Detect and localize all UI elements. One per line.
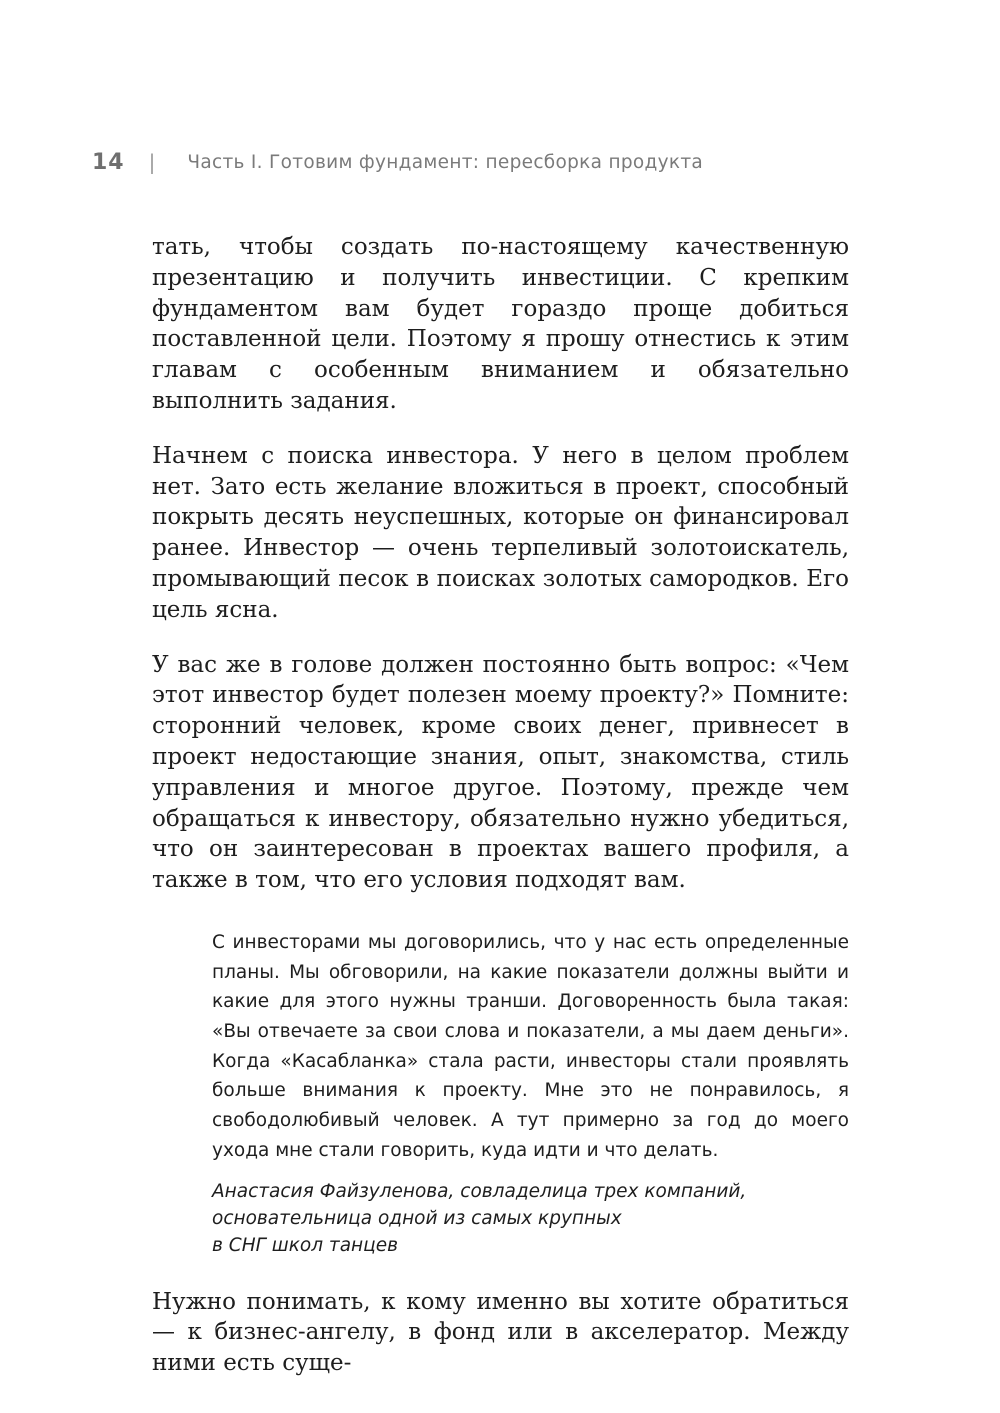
quote-author-line-2: основательница одной из самых крупных — [212, 1207, 622, 1229]
page-number: 14 — [92, 149, 125, 175]
header-separator: | — [148, 150, 156, 174]
quote-author-line-1: Анастасия Файзуленова, совладелица трех компаний, — [212, 1180, 747, 1202]
running-header — [92, 146, 703, 178]
paragraph-1: тать, чтобы создать по-настоящему качественную презентацию и получить инвестиции. С крепким фундаментом вам будет гораздо проще добиться поставленной цели. Поэтому я прошу отнестись к этим главам с особенным вниманием и обязательно выполнить задания. — [152, 234, 849, 414]
quote-text: С инвесторами мы договорились, что у нас есть определенные планы. Мы обговорили, на какие показатели должны выйти и какие для этого нужны транши. Договоренность была такая: «Вы отвечаете за свои слова и показатели, а мы даем деньги». Когда «Касабланка» стала расти, инвесторы стали проявлять больше внимания к проекту. Мне это не понравилось, я свободолюбивый человек. А тут примерно за год до моего ухода мне стали говорить, куда идти и что делать. — [212, 931, 849, 1161]
body-text — [152, 232, 849, 1403]
paragraph-3: У вас же в голове должен постоянно быть вопрос: «Чем этот инвестор будет полезен моему проекту?» Помните: сторонний человек, кроме своих денег, привнесет в проект недостающие знания, опыт, знакомства, стиль управления и многое другое. Поэтому, прежде чем обращаться к инвестору, обязательно нужно убедиться, что он заинтересован в проектах вашего профиля, а также в том, что его условия подходят вам. — [152, 651, 849, 894]
closing-paragraph: Нужно понимать, к кому именно вы хотите обратиться — к бизнес-ангелу, в фонд или в акселератор. Между ними есть суще- — [152, 1288, 849, 1377]
quote-author-line-3: в СНГ школ танцев — [212, 1234, 399, 1256]
running-title: Часть I. Готовим фундамент: пересборка продукта — [187, 151, 704, 173]
quote-author — [212, 1178, 849, 1259]
paragraph-2: Начнем с поиска инвестора. У него в целом проблем нет. Зато есть желание вложиться в проект, способный покрыть десять неуспешных, которые он финансировал ранее. Инвестор — очень терпеливый золотоискатель, промывающий песок в поисках золотых самородков. Его цель ясна. — [152, 442, 849, 623]
quote-block — [212, 928, 849, 1259]
